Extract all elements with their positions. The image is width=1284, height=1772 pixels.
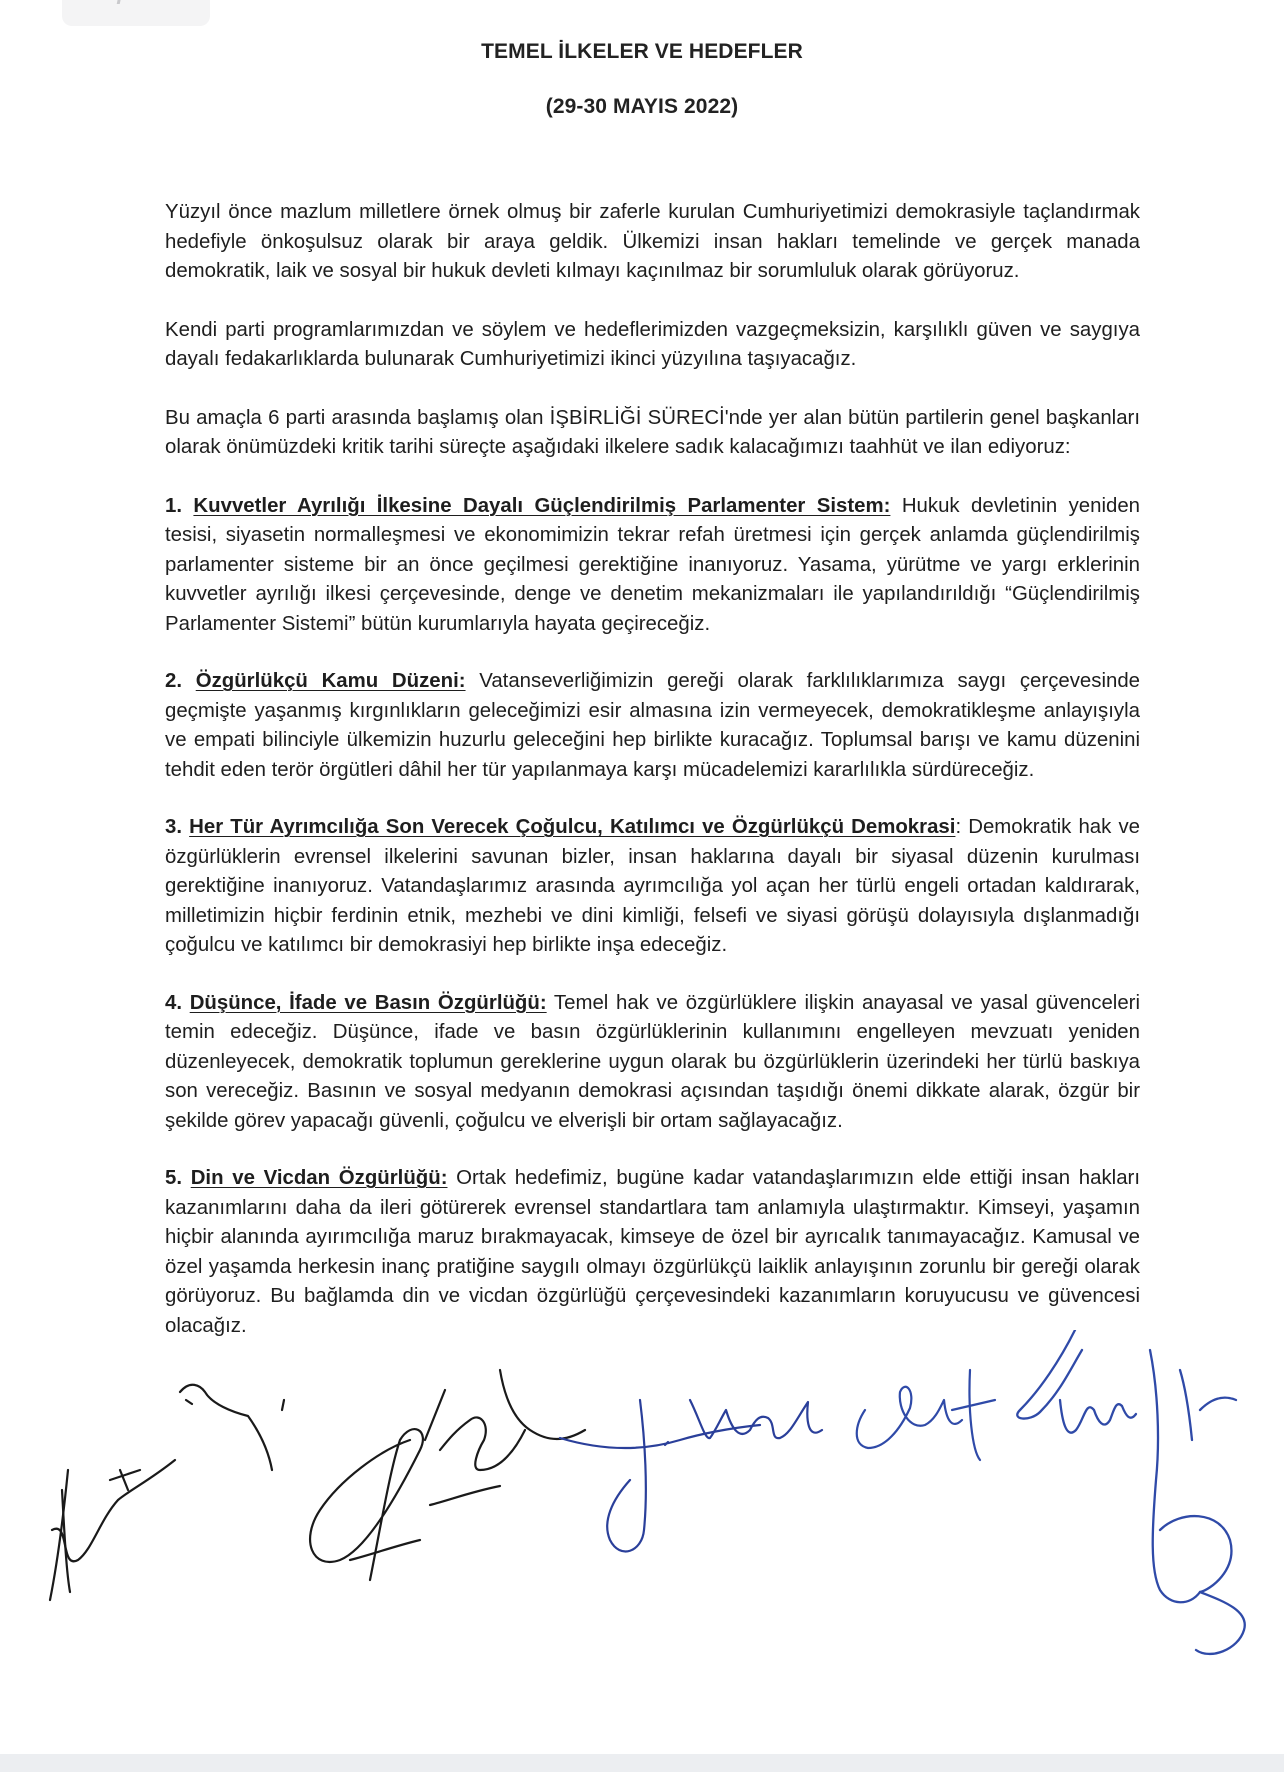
signatures-area: [0, 1330, 1284, 1730]
principle-item-1: [165, 492, 1140, 640]
signature-5: [1017, 1330, 1245, 1654]
principle-item-3: [165, 813, 1140, 961]
signature-4: [857, 1370, 995, 1460]
principle-item-2: [165, 667, 1140, 785]
principle-number: 3.: [165, 816, 183, 838]
principle-text: Temel hak ve özgürlüklere ilişkin anayasal ve yasal güvenceleri temin edeceğiz. Düşünce, ifade ve basın özgürlüklerinin kullanımını engelleyen mevzuatı yeniden düzenleyecek, demokratik toplumun gereklerine uygun olarak bu özgürlüklerin üzerindeki her türlü baskıya son vereceğiz. Basının ve sosyal medyanın demokrasi açısından taşıdığı önemi dikkate alarak, özgür bir şekilde görev yapacağı güvenli, çoğulcu ve elverişli bir ortam sağlayacağız.: [165, 991, 1140, 1132]
signature-3: [560, 1400, 822, 1551]
paragraph-intro-3: Bu amaçla 6 parti arasında başlamış olan İŞBİRLİĞİ SÜRECİ'nde yer alan bütün partilerin genel başkanları olarak önümüzdeki kritik tarihi süreçte aşağıdaki ilkelere sadık kalacağımızı taahhüt ve ilan ediyoruz:: [165, 406, 1140, 458]
principle-text: Hukuk devletinin yeniden tesisi, siyasetin normalleşmesi ve ekonomimizin tekrar refah üretmesi için gerçek anlamda güçlendirilmiş parlamenter sisteme bir an önce geçilmesi gerektiğine inanıyoruz. Yasama, yürütme ve yargı erklerinin kuvvetler ayrılığı ilkesi çerçevesinde, denge ve denetim mekanizmaları ile yapılandırıldığı “Güçlendirilmiş Parlamenter Sistemi” bütün kurumlarıyla hayata geçireceğiz.: [165, 494, 1140, 635]
principle-item-4: [165, 989, 1140, 1137]
document-title: TEMEL İLKELER VE HEDEFLER: [481, 40, 803, 63]
signature-1: [50, 1385, 284, 1600]
principle-number: 5.: [165, 1167, 183, 1189]
principle-number: 1.: [165, 494, 183, 517]
bottom-edge-bar: [0, 1754, 1284, 1772]
principle-number: 2.: [165, 670, 183, 692]
principle-heading: Din ve Vicdan Özgürlüğü:: [190, 1167, 448, 1189]
principle-text: Vatanseverliğimizin gereği olarak farklılıklarımıza saygı çerçevesinde geçmişte yaşanmış kırgınlıkların geleceğimizi esir almasına izin vermeyecek, demokratikleşme anlayışıyla ve empati bilinciyle ülkemizin huzurlu geleceğini hep birlikte kuracağız. Toplumsal barışı ve kamu düzenini tehdit eden terör örgütleri dâhil her tür yapılanmaya karşı mücadelemizi kararlılıkla sürdüreceğiz.: [165, 670, 1141, 781]
principle-item-5: [165, 1164, 1140, 1341]
paragraph-intro-2: Kendi parti programlarımızdan ve söylem ve hedeflerimizden vazgeçmeksizin, karşılıklı güven ve saygıya dayalı fedakarlıklarda bulunarak Cumhuriyetimizi ikinci yüzyılına taşıyacağız.: [165, 318, 1140, 370]
document-body: [165, 198, 1140, 1369]
principle-heading: Kuvvetler Ayrılığı İlkesine Dayalı Güçlendirilmiş Parlamenter Sistem:: [193, 494, 891, 517]
signature-2: [310, 1370, 585, 1580]
document-date: (29-30 MAYIS 2022): [545, 95, 739, 118]
principle-heading: Özgürlükçü Kamu Düzeni:: [195, 670, 466, 692]
principle-number: 4.: [165, 991, 183, 1014]
principle-text: : Demokratik hak ve özgürlüklerin evrensel ilkelerini savunan bizler, insan haklarına dayalı bir siyasal düzenin kurulması gerektiğine inanıyoruz. Vatandaşlarımız arasında ayrımcılığa yol açan her türlü engeli ortadan kaldırarak, milletimizin hiçbir ferdinin etnik, mezhebi ve dini kimliği, felsefi ve siyasi görüşü dolayısıyla dışlanmadığı çoğulcu ve katılımcı bir demokrasiyi hep birlikte inşa edeceğiz.: [165, 816, 1140, 956]
principle-heading: Her Tür Ayrımcılığa Son Verecek Çoğulcu, Katılımcı ve Özgürlükçü Demokrasi: [189, 816, 956, 838]
principle-heading: Düşünce, İfade ve Basın Özgürlüğü:: [189, 991, 547, 1014]
paragraph-intro-1: Yüzyıl önce mazlum milletlere örnek olmuş bir zaferle kurulan Cumhuriyetimizi demokrasiyle taçlandırmak hedefiyle önkoşulsuz olarak bir araya geldik. Ülkemizi insan hakları temelinde ve gerçek manada demokratik, laik ve sosyal bir hukuk devleti kılmayı kaçınılmaz bir sorumluluk olarak görüyoruz.: [165, 201, 1140, 282]
principle-text: Ortak hedefimiz, bugüne kadar vatandaşlarımızın elde ettiği insan hakları kazanımlarını daha da ileri götürerek evrensel standartlara tam anlamıyla ulaştırmaktır. Kimseyi, yaşamın hiçbir alanında ayırımcılığa maruz bırakmayacak, kimseye de özel bir ayrıcalık tanımayacağız. Kamusal ve özel yaşamda herkesin inanç pratiğine saygılı olmayı özgürlükçü laiklik anlayışının zorunlu bir gereği olarak görüyoruz. Bu bağlamda din ve vicdan özgürlüğü çerçevesindeki kazanımların koruyucusu ve güvencesi olacağız.: [165, 1167, 1140, 1337]
